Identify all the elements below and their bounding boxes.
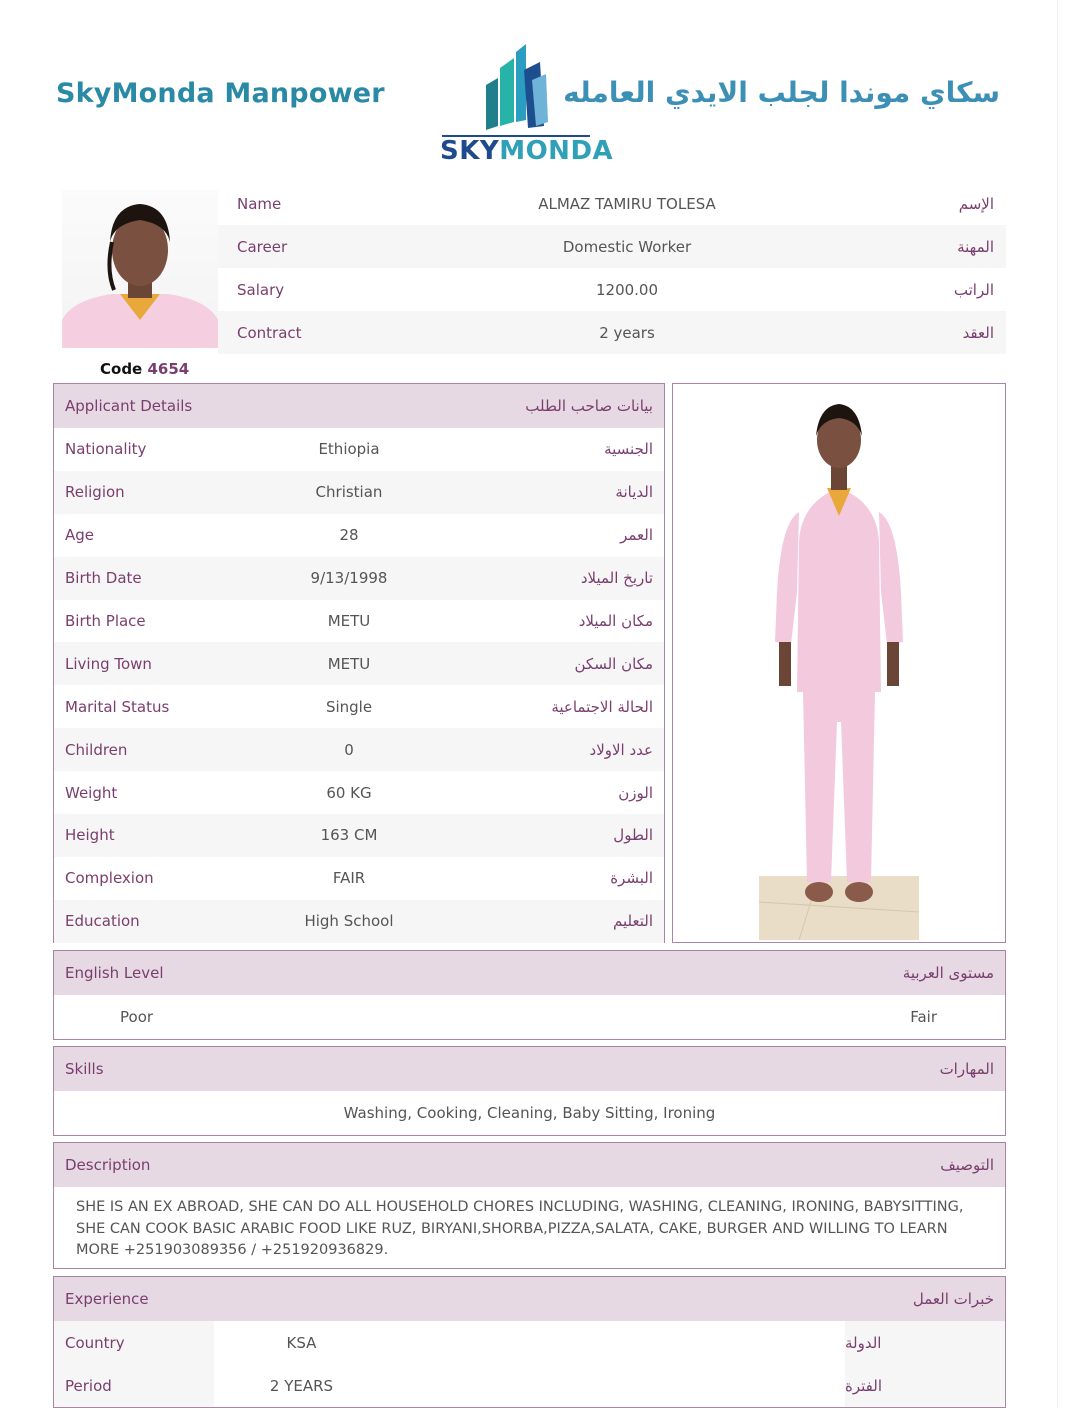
panel-title: Skills (65, 1060, 104, 1078)
panel-title-ar: المهارات (939, 1060, 994, 1078)
detail-row-nationality: Nationality Ethiopia الجنسية (65, 440, 653, 459)
page-edge (1057, 0, 1058, 1408)
brand-name-english: SkyMonda Manpower (56, 78, 385, 109)
summary-row-career (218, 225, 1006, 268)
detail-row-children: Children 0 عدد الاولاد (54, 728, 664, 771)
detail-row-marital-status: Marital Status Single الحالة الاجتماعية (65, 697, 653, 716)
detail-row-complexion: Complexion FAIR البشرة (65, 869, 653, 888)
detail-row-height: Height 163 CM الطول (54, 814, 664, 857)
details-rows (54, 428, 664, 943)
detail-row-weight: Weight 60 KG الوزن (65, 783, 653, 802)
language-levels (54, 995, 1005, 1038)
panel-title-ar: خبرات العمل (912, 1290, 994, 1308)
summary-label: Name (237, 194, 282, 213)
summary-value: 1200.00 (595, 280, 659, 299)
summary-label-ar: المهنة (957, 237, 994, 256)
summary-table (218, 182, 1006, 354)
full-body-photo-panel (672, 383, 1006, 943)
panel-title: Applicant Details (65, 397, 193, 415)
panel-title-ar: التوصيف (940, 1156, 994, 1174)
panel-header (54, 951, 1005, 995)
panel-title: Experience (65, 1290, 149, 1308)
summary-row-name (218, 182, 1006, 225)
experience-row-period: Period 2 YEARS الفترة (54, 1364, 1005, 1407)
panel-title: English Level (65, 964, 164, 982)
brand-name-arabic: سكاي موندا لجلب الايدي العامله (563, 76, 1000, 109)
summary-label-ar: الإسم (958, 194, 994, 213)
detail-row-living-town: Living Town METU مكان السكن (54, 642, 664, 685)
english-level-value: Poor (120, 1007, 154, 1026)
summary-value: Domestic Worker (562, 237, 692, 256)
logo-wordmark: SKYMONDA (440, 136, 614, 166)
panel-header (54, 1047, 1005, 1091)
experience-row-country: Country KSA الدولة (54, 1321, 1005, 1364)
detail-row-religion: Religion Christian الديانة (54, 471, 664, 514)
panel-header (54, 1143, 1005, 1187)
language-level-panel (53, 950, 1006, 1040)
panel-title-ar: مستوى العربية (902, 964, 994, 982)
summary-label-ar: العقد (962, 323, 994, 342)
detail-row-age: Age 28 العمر (65, 526, 653, 545)
arabic-level-value: Fair (910, 1007, 937, 1026)
panel-title: Description (65, 1156, 151, 1174)
applicant-code: Code 4654 (100, 360, 190, 378)
applicant-portrait (62, 190, 218, 348)
panel-header (54, 1277, 1005, 1321)
detail-row-birth-date: Birth Date 9/13/1998 تاريخ الميلاد (54, 557, 664, 600)
skills-list: Washing, Cooking, Cleaning, Baby Sitting, Ironing (343, 1103, 716, 1122)
detail-row-education: Education High School التعليم (54, 900, 664, 943)
description-panel (53, 1142, 1006, 1269)
summary-label: Salary (237, 280, 285, 299)
skills-panel (53, 1046, 1006, 1136)
detail-row-birth-place: Birth Place METU مكان الميلاد (65, 612, 653, 630)
summary-value: 2 years (599, 323, 655, 342)
experience-panel (53, 1276, 1006, 1408)
applicant-details-panel (53, 383, 665, 943)
summary-label-ar: الراتب (953, 280, 994, 299)
summary-row-contract (218, 311, 1006, 354)
portrait-photo (62, 190, 218, 348)
description-text: SHE IS AN EX ABROAD, SHE CAN DO ALL HOUSEHOLD CHORES INCLUDING, WASHING, CLEANING, IRONING, BABYSITTING, SHE CAN COOK BASIC ARABIC FOOD LIKE RUZ, BIRYANI,SHORBA,PIZZA,SALATA, CAKE, BURGER AND WILLING TO LEARN MORE +251903089356 / +251920936829. (76, 1199, 964, 1258)
panel-header (54, 384, 664, 428)
summary-label: Contract (237, 323, 302, 342)
panel-title-ar: بيانات صاحب الطلب (525, 397, 653, 415)
summary-label: Career (237, 237, 288, 256)
summary-row-salary (218, 268, 1006, 311)
summary-value: ALMAZ TAMIRU TOLESA (538, 194, 716, 213)
full-body-photo (759, 392, 919, 940)
